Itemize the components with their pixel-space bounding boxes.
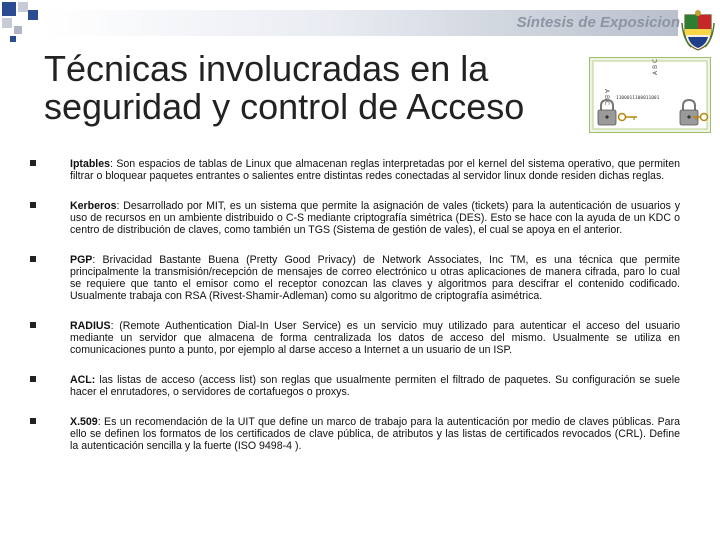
illustration-label-left: A B C xyxy=(603,89,610,106)
corner-square-dark-2 xyxy=(28,10,38,20)
bullet-text: : Son espacios de tablas de Linux que almacenan reglas interpretadas por el kernel del sistema operativo, que permiten filtrar o bloquear paquetes entrantes o salientes entre distintas redes conectadas al servidor linux donde residen dichas reglas. xyxy=(70,158,680,182)
bullet-square-icon xyxy=(30,418,36,424)
bullet-term: X.509 xyxy=(70,416,98,428)
bullet-term: RADIUS xyxy=(70,320,111,332)
bullet-text: las listas de acceso (access list) son reglas que usualmente permiten el filtrado de paquetes. Su configuración se suele hacer el enrutadores, o servidores de cortafuegos o proxys. xyxy=(70,374,680,398)
bullet-square-icon xyxy=(30,256,36,262)
corner-square-light-1 xyxy=(18,2,28,12)
illustration-code: 1100011100011001 xyxy=(616,96,660,101)
bullet-square-icon xyxy=(30,202,36,208)
corner-square-light-3 xyxy=(14,26,22,34)
bullet-text: : Es un recomendación de la UIT que define un marco de trabajo para la autenticación por medio de claves públicas. Para ello se definen los formatos de los certificados de clave pública, de atributos y las listas de certificados revocados (CRL). Define la autenticación sencilla y la fuerte (ISO 9498-4 ). xyxy=(70,416,680,452)
coat-of-arms-logo xyxy=(681,9,715,51)
header-subtitle: Síntesis de Exposicion xyxy=(516,14,680,31)
bullet-square-icon xyxy=(30,376,36,382)
bullet-term: ACL: xyxy=(70,374,96,386)
bullet-square-icon xyxy=(30,160,36,166)
bullet-item-pgp xyxy=(30,254,680,302)
illustration-label-right: A B C xyxy=(652,58,659,75)
padlock-and-key-illustration xyxy=(589,57,711,133)
bullet-term: Kerberos xyxy=(70,200,117,212)
bullet-item-radius xyxy=(30,320,680,356)
bullet-text: : (Remote Authentication Dial-In User Service) es un servicio muy utilizado para autenticar el acceso del usuario mediante un servidor que almacena de forma centralizada los datos de acceso del mismo. Usualmente se utiliza en comunicaciones punto a punto, por ejemplo al darse acceso a Internet a un usuario de un ISP. xyxy=(70,320,680,356)
bullet-list xyxy=(30,152,680,452)
bullet-square-icon xyxy=(30,322,36,328)
bullet-term: PGP xyxy=(70,254,93,266)
bullet-item-iptables xyxy=(30,158,680,182)
bullet-text: : Brivacidad Bastante Buena (Pretty Good Privacy) de Network Associates, Inc TM, es una técnica que permite principalmente la transmisión/recepción de mensajes de correo electrónico u otras aplicaciones de manera cifrada, paro lo cual se requiere que tanto el emisor como el receptor conozcan las claves y algoritmos para descifrar el contenido codificado. Usualmente trabaja con RSA (Rivest-Shamir-Adleman) como su algoritmo de criptografía asimétrica. xyxy=(70,254,680,302)
bullet-item-x509 xyxy=(30,416,680,452)
corner-square-dark-3 xyxy=(10,36,16,42)
corner-square-light-2 xyxy=(2,18,12,28)
bullet-text: : Desarrollado por MIT, es un sistema que permite la asignación de vales (tickets) para la autenticación de usuarios y uso de recursos en un ambiente distribuido o C-S mediante criptografía simétrica (DES). Esto se hace con la ayuda de un KDC o centro de distribución de claves, como también un TGS (Sistema de gestión de vales), el cual se apoya en el anterior. xyxy=(70,200,680,236)
slide-title: Técnicas involucradas en la seguridad y control de Acceso xyxy=(44,48,525,127)
bullet-item-acl xyxy=(30,374,680,398)
corner-square-dark-1 xyxy=(2,2,16,16)
bullet-item-kerberos xyxy=(30,200,680,236)
bullet-term: Iptables xyxy=(70,158,111,170)
